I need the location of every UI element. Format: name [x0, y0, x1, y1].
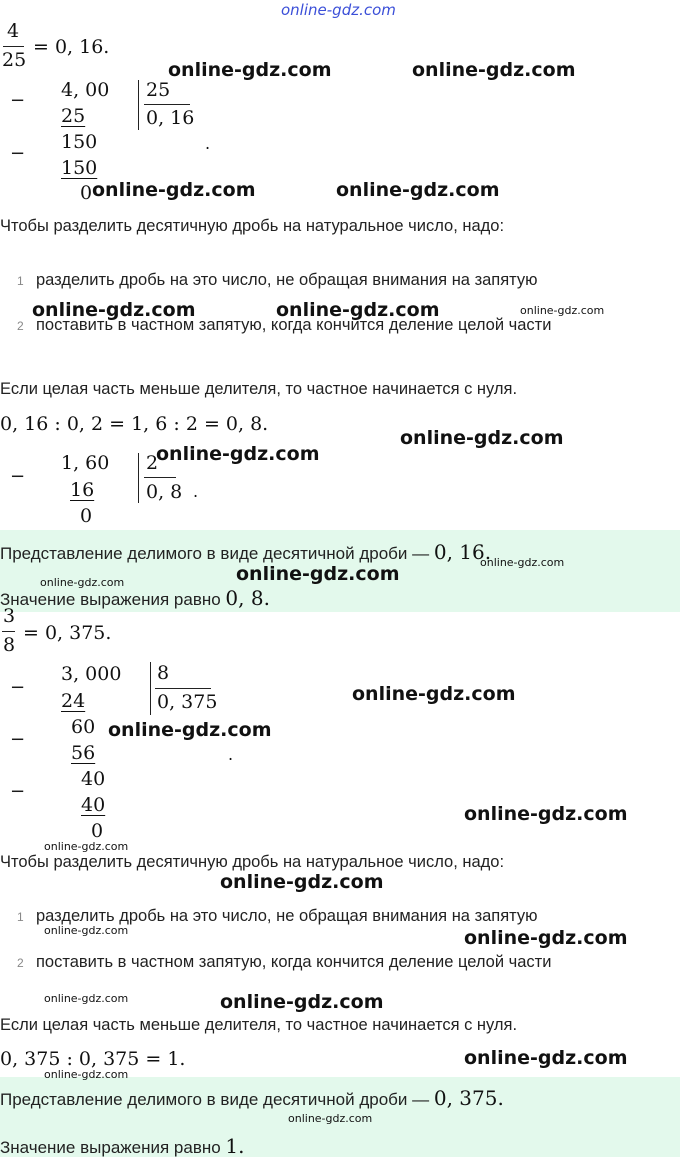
trailing-dot: .: [205, 134, 211, 153]
division-step: 60: [71, 716, 96, 738]
division-remainder: 0: [80, 505, 93, 527]
watermark: online-gdz.com: [412, 59, 576, 81]
watermark: online-gdz.com: [464, 803, 628, 825]
dividend: 1, 60: [61, 452, 110, 474]
minus-sign: −: [10, 143, 26, 164]
top-watermark: online-gdz.com: [281, 1, 396, 19]
watermark: online-gdz.com: [480, 556, 565, 569]
minus-sign: −: [10, 677, 26, 698]
watermark: online-gdz.com: [220, 991, 384, 1013]
watermark: online-gdz.com: [464, 927, 628, 949]
trailing-dot: .: [193, 482, 199, 501]
fraction-bar: [3, 46, 24, 47]
quotient-line: [144, 104, 190, 105]
rule-intro: Чтобы разделить десятичную дробь на натуральное число, надо:: [0, 217, 505, 235]
divisor: 2: [146, 452, 159, 474]
fraction-denominator: 25: [2, 49, 27, 71]
fraction-numerator: 4: [7, 20, 20, 42]
division-step: 25: [61, 105, 86, 127]
list-number: 1: [17, 274, 24, 288]
division-bracket: [138, 80, 139, 130]
fraction-numerator: 3: [3, 605, 16, 627]
watermark: online-gdz.com: [520, 304, 605, 317]
watermark: online-gdz.com: [288, 1112, 373, 1125]
list-item: поставить в частном запятую, когда кончится деление целой части: [36, 316, 552, 334]
division-step: 40: [81, 794, 106, 816]
fraction-result: = 0, 375.: [23, 622, 112, 644]
result-label: Значение выражения равно: [0, 590, 226, 609]
dividend: 4, 00: [61, 79, 110, 101]
quotient: 0, 16: [146, 107, 195, 129]
result-representation: [0, 540, 491, 564]
divisor: 8: [157, 662, 170, 684]
watermark: online-gdz.com: [44, 992, 129, 1005]
result-value: 0, 8.: [225, 586, 270, 610]
quotient: 0, 8: [146, 481, 183, 503]
rule-note: Если целая часть меньше делителя, то частное начинается с нуля.: [0, 1016, 518, 1034]
division-bracket: [150, 662, 151, 715]
result-value: 1.: [225, 1134, 245, 1158]
division-step: 24: [61, 690, 86, 712]
result-value-line: [0, 1134, 245, 1158]
watermark: online-gdz.com: [168, 59, 332, 81]
watermark: online-gdz.com: [336, 179, 500, 201]
watermark: online-gdz.com: [464, 1047, 628, 1069]
result-value: 0, 16.: [433, 540, 492, 564]
minus-sign: −: [10, 781, 26, 802]
watermark: online-gdz.com: [156, 443, 320, 465]
list-item: разделить дробь на это число, не обращая внимания на запятую: [36, 271, 538, 289]
watermark: online-gdz.com: [220, 871, 384, 893]
division-remainder: 0: [91, 820, 104, 842]
rule-note: Если целая часть меньше делителя, то частное начинается с нуля.: [0, 380, 518, 398]
quotient-line: [155, 688, 211, 689]
watermark: online-gdz.com: [44, 924, 129, 937]
quotient-line: [144, 477, 176, 478]
watermark: online-gdz.com: [236, 563, 400, 585]
result-label: Значение выражения равно: [0, 1138, 226, 1157]
list-number: 2: [17, 956, 24, 970]
watermark: online-gdz.com: [44, 840, 129, 853]
divisor: 25: [146, 79, 171, 101]
dividend: 3, 000: [61, 663, 122, 685]
division-remainder: 0: [80, 182, 93, 204]
expression: 0, 16 : 0, 2 = 1, 6 : 2 = 0, 8.: [0, 413, 269, 435]
minus-sign: −: [10, 729, 26, 750]
watermark: online-gdz.com: [44, 1068, 129, 1081]
result-representation: [0, 1086, 504, 1110]
list-item: поставить в частном запятую, когда кончится деление целой части: [36, 953, 552, 971]
watermark: online-gdz.com: [352, 683, 516, 705]
rule-intro: Чтобы разделить десятичную дробь на натуральное число, надо:: [0, 853, 505, 871]
quotient: 0, 375: [157, 691, 218, 713]
trailing-dot: .: [228, 745, 234, 764]
list-number: 1: [17, 910, 24, 924]
watermark: online-gdz.com: [276, 299, 440, 321]
division-step: 16: [70, 479, 95, 501]
division-step: 40: [81, 768, 106, 790]
list-item: разделить дробь на это число, не обращая внимания на запятую: [36, 907, 538, 925]
result-value-line: [0, 586, 270, 610]
watermark: online-gdz.com: [92, 179, 256, 201]
result-label: Представление делимого в виде десятичной дроби —: [0, 1090, 434, 1109]
watermark: online-gdz.com: [32, 299, 196, 321]
watermark: online-gdz.com: [108, 719, 272, 741]
watermark: online-gdz.com: [40, 576, 125, 589]
division-step: 150: [61, 157, 98, 179]
fraction-result: = 0, 16.: [33, 36, 110, 58]
division-bracket: [138, 453, 139, 503]
list-number: 2: [17, 319, 24, 333]
result-label: Представление делимого в виде десятичной дроби —: [0, 544, 434, 563]
minus-sign: −: [10, 90, 26, 111]
division-step: 150: [61, 131, 98, 153]
fraction-bar: [2, 631, 15, 632]
expression: 0, 375 : 0, 375 = 1.: [0, 1048, 186, 1070]
fraction-denominator: 8: [3, 634, 16, 656]
watermark: online-gdz.com: [400, 427, 564, 449]
division-step: 56: [71, 742, 96, 764]
result-value: 0, 375.: [433, 1086, 504, 1110]
minus-sign: −: [10, 466, 26, 487]
